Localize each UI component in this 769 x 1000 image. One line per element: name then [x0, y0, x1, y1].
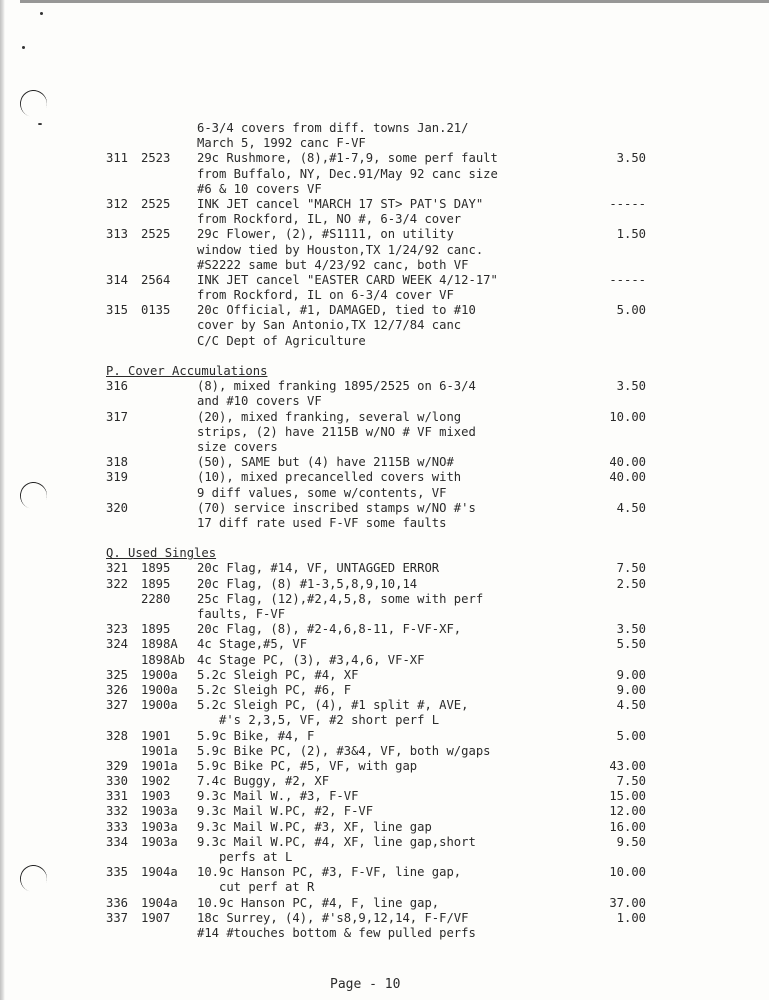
lot-number: 337 [106, 910, 129, 925]
lot-description: 29c Flower, (2), #S1111, on utility [197, 227, 454, 242]
lot-description: C/C Dept of Agriculture [197, 333, 366, 348]
lot-description: 5.2c Sleigh PC, (4), #1 split #, AVE, [197, 698, 469, 713]
lot-price: 4.50 [616, 698, 646, 713]
lot-line [106, 561, 646, 576]
lot-description: 10.9c Hanson PC, #3, F-VF, line gap, [197, 865, 462, 880]
lot-line [106, 470, 646, 485]
lot-price: 37.00 [609, 895, 646, 910]
lot-description: 7.4c Buggy, #2, XF [197, 774, 330, 789]
lot-line [106, 683, 646, 698]
catalog-number: 1900a [141, 682, 178, 697]
lot-price: 4.50 [616, 500, 646, 515]
lot-price: 12.00 [609, 804, 646, 819]
lot-price: 3.50 [616, 151, 646, 166]
lot-price: 15.00 [609, 789, 646, 804]
lot-line [106, 212, 646, 227]
lot-description: 9.3c Mail W., #3, F-VF [197, 789, 359, 804]
lot-number: 333 [106, 819, 129, 834]
lot-number: 314 [106, 272, 129, 287]
lot-line [106, 774, 646, 789]
lot-description: #6 & 10 covers VF [197, 181, 322, 196]
lot-line [106, 607, 646, 622]
lot-description: 9.3c Mail W.PC, #4, XF, line gap,short [197, 834, 476, 849]
lot-line [106, 425, 646, 440]
lot-number: 330 [106, 774, 129, 789]
lot-price: 40.00 [609, 470, 646, 485]
lot-description: from Rockford, IL, NO #, 6-3/4 cover [197, 212, 462, 227]
catalog-number: 0135 [141, 303, 171, 318]
catalog-number: 1904a [141, 865, 178, 880]
lot-line [106, 835, 646, 850]
lot-line [106, 394, 646, 409]
lot-description: (8), mixed franking 1895/2525 on 6-3/4 [197, 379, 476, 394]
lot-number: 315 [106, 303, 129, 318]
lot-price: 40.00 [609, 455, 646, 470]
lot-line [106, 182, 646, 197]
section-heading: P. Cover Accumulations [106, 364, 268, 378]
lot-description: (20), mixed franking, several w/long [197, 409, 462, 424]
catalog-number: 1904a [141, 895, 178, 910]
lot-number: 320 [106, 500, 129, 515]
catalog-number: 1895 [141, 561, 171, 576]
lot-price: 9.50 [616, 834, 646, 849]
lot-description: 5.2c Sleigh PC, #6, F [197, 682, 352, 697]
lot-line [106, 258, 646, 273]
lot-number: 326 [106, 682, 129, 697]
lot-line [106, 577, 646, 592]
catalog-number: 1901a [141, 743, 178, 758]
lot-price: 9.00 [616, 682, 646, 697]
catalog-number: 2280 [141, 591, 171, 606]
lot-number: 336 [106, 895, 129, 910]
scan-speck [22, 46, 25, 49]
catalog-number: 1901a [141, 758, 178, 773]
scan-speck [38, 123, 42, 125]
lot-description: 5.9c Bike PC, (2), #3&4, VF, both w/gaps [197, 743, 491, 758]
lot-number: 319 [106, 470, 129, 485]
lot-description: 5.9c Bike PC, #5, VF, with gap [197, 758, 418, 773]
lot-line [106, 273, 646, 288]
lot-number: 323 [106, 622, 129, 637]
lot-description: window tied by Houston,TX 1/24/92 canc. [197, 242, 484, 257]
lot-line [106, 668, 646, 683]
catalog-number: 1901 [141, 728, 171, 743]
lot-description: 5.2c Sleigh PC, #4, XF [197, 667, 359, 682]
lot-line [106, 865, 646, 880]
lot-description: INK JET cancel "MARCH 17 ST> PAT'S DAY" [197, 196, 484, 211]
lot-description: 9.3c Mail W.PC, #2, F-VF [197, 804, 374, 819]
scan-top-edge [20, 0, 769, 3]
lot-number: 327 [106, 698, 129, 713]
lot-description: March 5, 1992 canc F-VF [197, 136, 366, 151]
lot-number: 331 [106, 789, 129, 804]
catalog-number: 1900a [141, 698, 178, 713]
catalog-number: 2525 [141, 196, 171, 211]
lot-price: 9.00 [616, 667, 646, 682]
catalog-number: 1898Ab [141, 652, 186, 667]
punch-hole-mark [16, 478, 50, 512]
lot-line [106, 136, 646, 151]
lot-number: 334 [106, 834, 129, 849]
lot-description: 20c Flag, (8), #2-4,6,8-11, F-VF-XF, [197, 622, 462, 637]
lot-line [106, 516, 646, 531]
lot-line [106, 303, 646, 318]
lot-line [106, 486, 646, 501]
lot-description: #S2222 same but 4/23/92 canc, both VF [197, 257, 469, 272]
catalog-number: 1907 [141, 910, 171, 925]
lot-line [106, 622, 646, 637]
scan-left-edge [0, 0, 5, 1000]
lot-price: 10.00 [609, 865, 646, 880]
catalog-number: 1902 [141, 774, 171, 789]
lot-line [106, 440, 646, 455]
lot-line [106, 911, 646, 926]
lot-price: 5.00 [616, 728, 646, 743]
catalog-number: 1895 [141, 622, 171, 637]
lot-description: from Buffalo, NY, Dec.91/May 92 canc size [197, 166, 498, 181]
section-spacer [106, 531, 646, 546]
lot-description: (10), mixed precancelled covers with [197, 470, 462, 485]
lot-description: 25c Flag, (12),#2,4,5,8, some with perf [197, 591, 484, 606]
lot-description: 9.3c Mail W.PC, #3, XF, line gap [197, 819, 432, 834]
lot-line [106, 379, 646, 394]
lot-description: #14 #touches bottom & few pulled perfs [197, 925, 476, 940]
lot-line [106, 880, 646, 895]
lot-number: 321 [106, 561, 129, 576]
catalog-number: 1895 [141, 576, 171, 591]
lot-description: and #10 covers VF [197, 394, 322, 409]
lot-line [106, 318, 646, 333]
lot-description: strips, (2) have 2115B w/NO # VF mixed [197, 424, 476, 439]
page-number: Page - 10 [330, 977, 401, 992]
lot-description: 20c Flag, (8) #1-3,5,8,9,10,14 [197, 576, 418, 591]
lot-number: 317 [106, 409, 129, 424]
lot-line [106, 759, 646, 774]
lot-line [106, 197, 646, 212]
lot-line [106, 243, 646, 258]
lot-price: 3.50 [616, 622, 646, 637]
lot-description: 4c Stage,#5, VF [197, 637, 308, 652]
lot-line [106, 698, 646, 713]
lot-description: perfs at L [197, 850, 293, 864]
lot-number: 335 [106, 865, 129, 880]
catalog-number: 2564 [141, 272, 171, 287]
lot-line [106, 167, 646, 182]
lot-line [106, 637, 646, 652]
section-heading: Q. Used Singles [106, 546, 217, 561]
lot-price: 7.50 [616, 774, 646, 789]
lot-price: ----- [609, 272, 646, 287]
lot-description: (70) service inscribed stamps w/NO #'s [197, 500, 476, 515]
lot-description: from Rockford, IL on 6-3/4 cover VF [197, 288, 454, 303]
lot-number: 318 [106, 455, 129, 470]
lot-line [106, 121, 646, 136]
lot-line [106, 713, 646, 728]
lot-price: 43.00 [609, 758, 646, 773]
lot-price: 5.00 [616, 303, 646, 318]
lot-number: 324 [106, 637, 129, 652]
lot-description: cover by San Antonio,TX 12/7/84 canc [197, 318, 462, 333]
lot-line [106, 501, 646, 516]
lot-number: 316 [106, 379, 129, 394]
lot-number: 328 [106, 728, 129, 743]
catalog-number: 2525 [141, 227, 171, 242]
lot-number: 322 [106, 576, 129, 591]
lot-line [106, 729, 646, 744]
lot-description: 17 diff rate used F-VF some faults [197, 515, 447, 530]
lot-description: 20c Official, #1, DAMAGED, tied to #10 [197, 303, 476, 318]
lot-description: 5.9c Bike, #4, F [197, 728, 315, 743]
lot-number: 329 [106, 758, 129, 773]
catalog-number: 1903a [141, 819, 178, 834]
lot-price: 10.00 [609, 409, 646, 424]
lot-description: faults, F-VF [197, 607, 286, 621]
scan-speck [40, 12, 43, 15]
lot-line [106, 850, 646, 865]
lot-price: 1.00 [616, 910, 646, 925]
lot-description: 9 diff values, some w/contents, VF [197, 485, 447, 500]
lot-line [106, 334, 646, 349]
lot-description: 10.9c Hanson PC, #4, F, line gap, [197, 895, 440, 910]
lot-number: 332 [106, 804, 129, 819]
catalog-number: 1900a [141, 667, 178, 682]
lot-description: 6-3/4 covers from diff. towns Jan.21/ [197, 121, 469, 135]
lot-line [106, 804, 646, 819]
lot-description: #'s 2,3,5, VF, #2 short perf L [197, 713, 440, 728]
lot-line [106, 288, 646, 303]
lot-line [106, 592, 646, 607]
lot-price: 16.00 [609, 819, 646, 834]
catalog-number: 1903 [141, 789, 171, 804]
punch-hole-mark [16, 86, 50, 120]
lot-number: 312 [106, 196, 129, 211]
lot-number: 311 [106, 151, 129, 166]
catalog-number: 2523 [141, 151, 171, 166]
catalog-number: 1903a [141, 834, 178, 849]
lot-line [106, 410, 646, 425]
lot-line [106, 653, 646, 668]
lot-price: 7.50 [616, 561, 646, 576]
lot-line [106, 926, 646, 941]
lot-line [106, 789, 646, 804]
catalog-number: 1898A [141, 637, 178, 652]
lot-line [106, 896, 646, 911]
lot-line [106, 820, 646, 835]
lot-line [106, 455, 646, 470]
lot-line [106, 744, 646, 759]
lot-line [106, 151, 646, 166]
lot-description: 4c Stage PC, (3), #3,4,6, VF-XF [197, 652, 425, 667]
lot-description: INK JET cancel "EASTER CARD WEEK 4/12-17" [197, 272, 498, 287]
lot-price: ----- [609, 196, 646, 211]
lot-description: 29c Rushmore, (8),#1-7,9, some perf fault [197, 151, 498, 166]
lot-price: 2.50 [616, 576, 646, 591]
lot-price: 1.50 [616, 227, 646, 242]
section-spacer [106, 349, 646, 364]
lot-number: 325 [106, 667, 129, 682]
punch-hole-mark [16, 861, 50, 895]
lot-number: 313 [106, 227, 129, 242]
lot-description: 18c Surrey, (4), #'s8,9,12,14, F-F/VF [197, 910, 469, 925]
lot-line [106, 227, 646, 242]
lot-description: size covers [197, 439, 278, 454]
lot-description: (50), SAME but (4) have 2115B w/NO# [197, 455, 454, 470]
auction-listing [106, 121, 646, 941]
catalog-number: 1903a [141, 804, 178, 819]
lot-description: cut perf at R [197, 880, 315, 895]
lot-price: 3.50 [616, 379, 646, 394]
lot-price: 5.50 [616, 637, 646, 652]
lot-description: 20c Flag, #14, VF, UNTAGGED ERROR [197, 561, 440, 576]
